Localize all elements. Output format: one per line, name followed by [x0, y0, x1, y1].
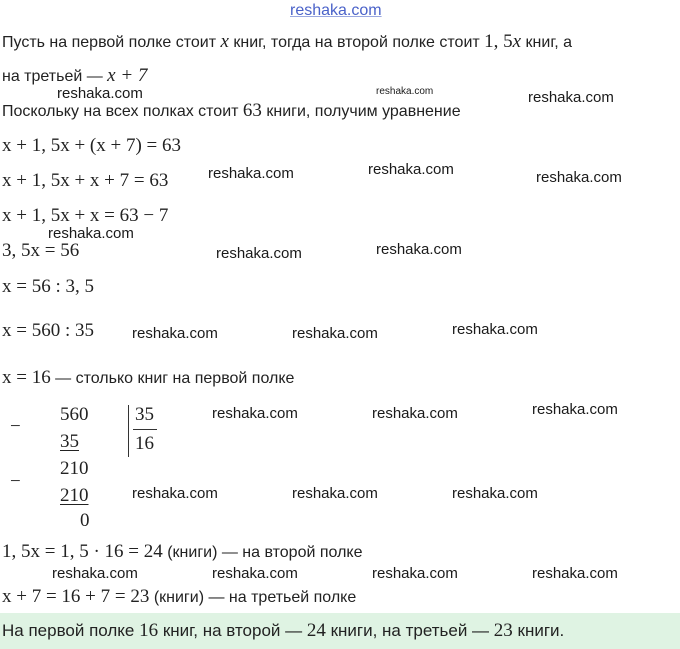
watermark: reshaka.com	[368, 161, 454, 178]
watermark: reshaka.com	[216, 245, 302, 262]
division-minus-2: −	[10, 471, 21, 492]
answer-part-2: книг, на второй —	[158, 621, 307, 640]
watermark: reshaka.com	[292, 485, 378, 502]
result-second-text: (книги) — на второй полке	[162, 544, 363, 561]
answer-n2: 24	[306, 620, 326, 641]
watermark: reshaka.com	[452, 485, 538, 502]
watermark: reshaka.com	[376, 241, 462, 258]
answer-part-1: На первой полке	[2, 621, 140, 640]
division-divisor: 35	[135, 404, 154, 425]
division-subtrahend-2: 210	[60, 485, 89, 506]
answer-part-4: книги.	[512, 621, 565, 640]
intro-line-1	[2, 32, 572, 53]
intro-text-4: на третьей —	[2, 68, 108, 85]
watermark: reshaka.com	[212, 565, 298, 582]
answer-box	[0, 613, 680, 649]
intro-line-3	[2, 101, 461, 122]
total-63: 63	[242, 100, 262, 121]
equation-4: 3, 5x = 56	[2, 240, 80, 261]
division-quotient: 16	[135, 433, 154, 454]
third-shelf-expr: x + 7	[107, 65, 148, 86]
answer-n3: 23	[493, 620, 513, 641]
watermark: reshaka.com	[212, 405, 298, 422]
intro-text-1: Пусть на первой полке стоит	[2, 34, 221, 51]
watermark: reshaka.com	[132, 325, 218, 342]
watermark: reshaka.com	[57, 85, 143, 102]
equation-2: x + 1, 5x + x + 7 = 63	[2, 170, 169, 191]
intro-text-6: книги, получим уравнение	[261, 103, 461, 120]
watermark: reshaka.com	[372, 565, 458, 582]
watermark: reshaka.com	[208, 165, 294, 182]
watermark: reshaka.com	[376, 86, 434, 97]
watermark: reshaka.com	[52, 565, 138, 582]
intro-text-2: книг, тогда на второй полке стоит	[228, 34, 485, 51]
var-x-2: x	[512, 31, 522, 52]
division-remainder-1: 210	[60, 458, 89, 479]
watermark: reshaka.com	[372, 405, 458, 422]
result-first-expr: x = 16	[2, 367, 51, 388]
watermark: reshaka.com	[536, 169, 622, 186]
equation-6: x = 560 : 35	[2, 320, 94, 341]
result-second-shelf	[2, 542, 362, 563]
division-vertical-bar	[128, 405, 129, 457]
watermark: reshaka.com	[532, 401, 618, 418]
result-third-expr: x + 7 = 16 + 7 = 23	[2, 586, 150, 607]
intro-line-2	[2, 66, 147, 87]
answer-n1: 16	[139, 620, 159, 641]
coef-1-5: 1, 5	[484, 31, 513, 52]
division-minus-1: −	[10, 416, 21, 437]
intro-text-3: книг, а	[521, 34, 572, 51]
watermark: reshaka.com	[528, 89, 614, 106]
site-header-link[interactable]: reshaka.com	[290, 2, 382, 19]
division-horizontal-bar	[133, 429, 157, 430]
watermark: reshaka.com	[452, 321, 538, 338]
watermark: reshaka.com	[292, 325, 378, 342]
result-second-expr: 1, 5x = 1, 5 · 16 = 24	[2, 541, 163, 562]
equation-5: x = 56 : 3, 5	[2, 276, 94, 297]
var-x: x	[220, 31, 229, 52]
division-subtrahend-1: 35	[60, 431, 79, 452]
watermark: reshaka.com	[532, 565, 618, 582]
intro-text-5: Поскольку на всех полках стоит	[2, 103, 243, 120]
division-remainder-final: 0	[80, 510, 90, 531]
watermark: reshaka.com	[48, 225, 134, 242]
result-third-shelf	[2, 587, 356, 608]
result-third-text: (книги) — на третьей полке	[149, 589, 357, 606]
equation-3: x + 1, 5x + x = 63 − 7	[2, 205, 169, 226]
equation-1: x + 1, 5x + (x + 7) = 63	[2, 135, 182, 156]
answer-part-3: книги, на третьей —	[325, 621, 494, 640]
watermark: reshaka.com	[132, 485, 218, 502]
result-first-shelf	[2, 368, 294, 389]
result-first-text: — столько книг на первой полке	[50, 370, 295, 387]
division-dividend: 560	[60, 404, 89, 425]
answer-text	[2, 621, 564, 641]
